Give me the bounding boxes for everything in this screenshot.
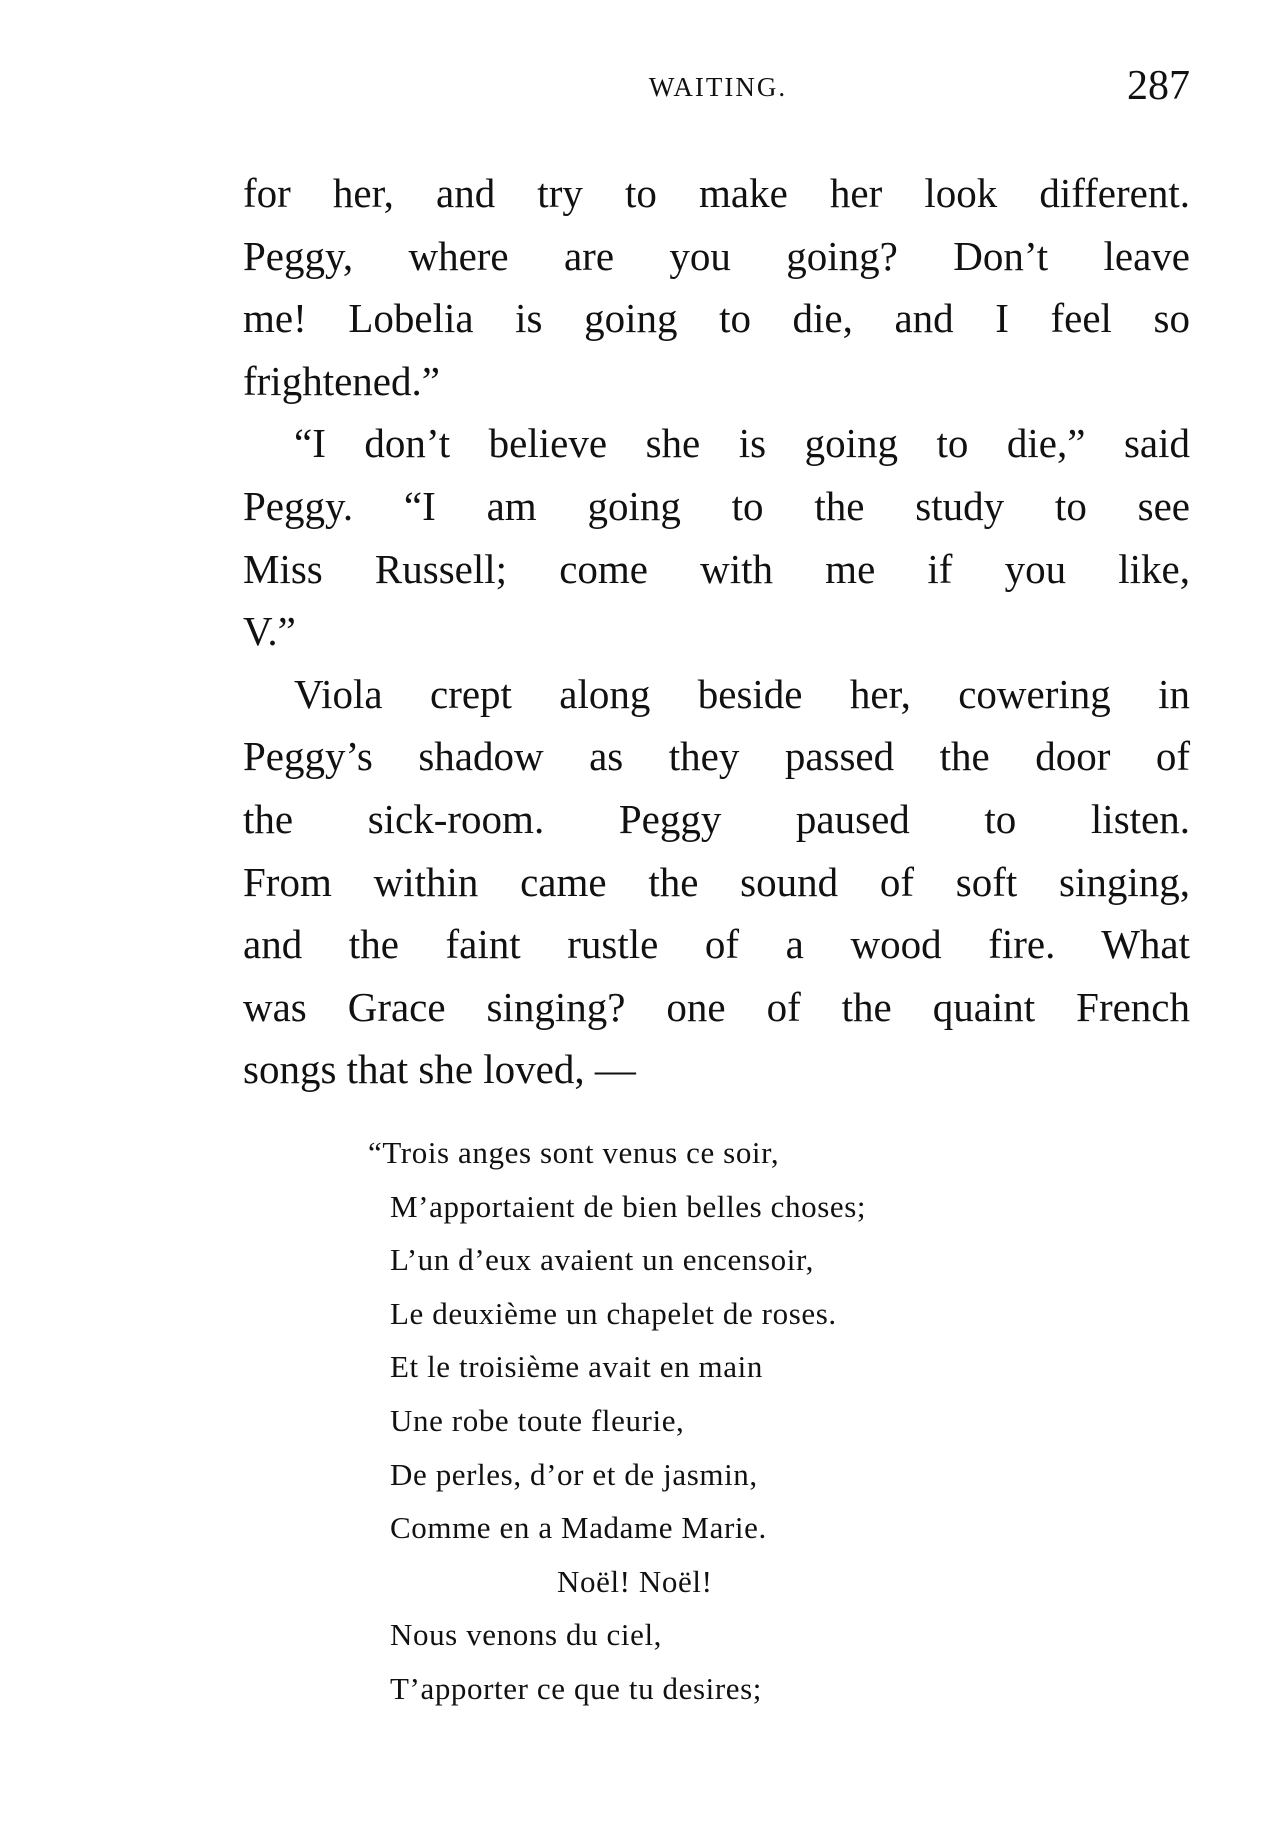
poem-block <box>368 1126 867 1716</box>
text-line: frightened.” <box>243 357 440 404</box>
poem-refrain: Noël! Noël! <box>557 1563 713 1599</box>
text-line: the sick-room. Peggy paused to listen. <box>243 795 1190 842</box>
text-line: for her, and try to make her look different. <box>243 170 1190 216</box>
text-line: Miss Russell; come with me if you like, <box>243 545 1190 592</box>
text-line: and the faint rustle of a wood fire. What <box>243 921 1190 968</box>
poem-line: “Trois anges sont venus ce soir, <box>368 1135 780 1170</box>
text-line: Peggy, where are you going? Don’t leave <box>243 232 1190 279</box>
text-line: Viola crept along beside her, cowering in <box>294 670 1190 717</box>
text-line: Peggy. “I am going to the study to see <box>243 482 1190 529</box>
poem-line: M’apportaient de bien belles choses; <box>390 1188 867 1224</box>
poem-line: Comme en a Madame Marie. <box>390 1510 767 1546</box>
text-line: was Grace singing? one of the quaint French <box>243 983 1190 1030</box>
poem-line: Nous venons du ciel, <box>390 1617 663 1653</box>
poem-line: De perles, d’or et de jasmin, <box>390 1456 758 1492</box>
text-line: Peggy’s shadow as they passed the door of <box>243 733 1190 780</box>
text-line: me! Lobelia is going to die, and I feel so <box>243 295 1190 342</box>
text-line: “I don’t believe she is going to die,” said <box>294 420 1190 467</box>
running-title: WAITING. <box>648 72 788 102</box>
poem-line: T’apporter ce que tu desires; <box>390 1670 763 1706</box>
body-text <box>243 162 1190 1101</box>
poem-line: L’un d’eux avaient un encensoir, <box>390 1242 814 1278</box>
text-line: From within came the sound of soft singing, <box>243 858 1190 905</box>
text-line: songs that she loved, — <box>243 1046 636 1093</box>
poem-line: Et le troisième avait en main <box>390 1349 763 1385</box>
poem-line: Le deuxième un chapelet de roses. <box>390 1295 837 1331</box>
text-line: V.” <box>243 608 296 655</box>
page-number: 287 <box>1127 63 1190 109</box>
poem-line: Une robe toute fleurie, <box>390 1402 685 1438</box>
